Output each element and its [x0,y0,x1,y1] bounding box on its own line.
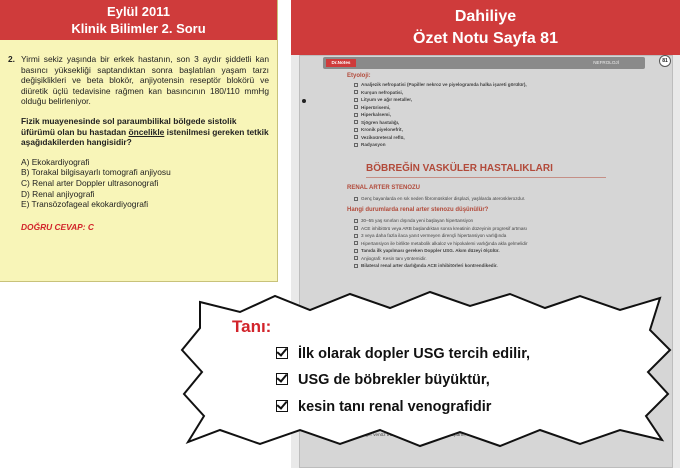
etiology-item: Hiperkalsemi, [354,111,527,119]
callout-line-3: kesin tanı renal venografidir [276,399,491,415]
question-number: 2. [8,54,15,64]
etiology-item: Analjezik nefropatisi (Papiller nekroz ve piyelogramda halka işareti görülür), [354,81,527,89]
scan-page-number: 81 [659,55,671,67]
callout-line-1: İlk olarak dopler USG tercih edilir, [276,346,530,362]
option-b: B) Torakal bilgisayarlı tomografi anjiyosu [21,167,171,178]
etiology-item: Sjögren hastalığı, [354,119,527,127]
scan-logo: Dr.Notes [326,59,356,67]
prompt-text-before: Fizik muayenesinde sol paraumbilikal bölgede sistolik üfürümü olan bu hastadan [21,115,237,137]
checkbox-icon [276,400,288,412]
callout-title: Tanı: [232,317,272,336]
question-card [0,0,278,282]
criteria-item: Anjiografi: Kesin tanı yöntemidir. [354,255,654,263]
exam-section: Klinik Bilimler 2. Soru [71,21,206,36]
etiology-item: Kurşun nefropatisi, [354,89,527,97]
section-title: BÖBREĞİN VASKÜLER HASTALIKLARI [366,163,553,174]
diagnosis-callout [180,290,675,448]
option-e: E) Transözofageal ekokardiyografi [21,199,149,210]
question-stem: Yirmi sekiz yaşında bir erkek hastanın, son 3 aydır şiddetli kan basıncı yüksekliği saptandıktan sonra başlatılan yaşam tarzı değişiklikleri ve beta blokör, anjiyotensin reseptör blokörü ve diüretik üçlü tedavisine rağmen kan basıncının 180/110 mmHg olduğu belirleniyor. [21,54,269,107]
option-d: D) Renal anjiyografi [21,188,95,199]
correct-answer: DOĞRU CEVAP: C [21,221,94,232]
option-a: A) Ekokardiyografi [21,156,90,167]
etiology-item: Lityum ve ağır metaller, [354,96,527,104]
answer-options [21,157,269,210]
criteria-item: ACE inhibitörü veya ARB başlandıktan sonra kreatinin düzeyinin progresif artması [354,225,654,233]
callout-shape [180,290,675,448]
callout-line-2: USG de böbrekler büyüktür, [276,372,490,388]
subsection-title: RENAL ARTER STENOZU [347,185,421,191]
criteria-item: Tanıda ilk yapılması gereken Doppler USG. Akım düzeyi ölçülür. [354,247,654,255]
prompt-underlined-word: öncelikle [128,126,165,137]
question-card-header [0,0,277,40]
etiology-item: Radyasyon [354,141,527,149]
criteria-item: Bilateral renal arter darlığında ACE inhibitörleri kontrendikedir. [354,262,654,270]
notes-subject: Dahiliye [454,8,517,25]
question-prompt [21,116,269,148]
scan-header-bar [323,57,645,69]
etiology-list [354,81,527,149]
checkbox-icon [276,347,288,359]
option-c: C) Renal arter Doppler ultrasonografi [21,177,159,188]
etiology-heading: Etyoloji: [347,73,371,79]
criteria-item: 3 veya daha fazla ilaca yanıt vermeyen dirençli hipertansiyon varlığında [354,232,654,240]
notes-panel-header [291,0,680,55]
notes-page-title: Özet Notu Sayfa 81 [413,30,558,47]
etiology-item: Hiperürisemi, [354,104,527,112]
prompt-text-after: istenilmesi gereken tetkik aşağıdakilerden hangisidir? [21,126,269,148]
bullet-dot [302,99,306,103]
exam-date: Eylül 2011 [107,4,170,19]
checkbox-icon [276,373,288,385]
subsection-line: Genç bayanlarda en sık neden fibromüsküler displazi, yaşlılarda aterosklerozdur. [354,195,525,203]
etiology-item: Vezikoüreteral reflü, [354,134,527,142]
criteria-item: 30–55 yaş sınırları dışında yeni başlayan hipertansiyon [354,217,654,225]
etiology-item: Kronik piyelonefrit, [354,126,527,134]
criteria-list [354,217,654,270]
scan-section-tag: NEFROLOJİ [593,60,619,65]
question-heading: Hangi durumlarda renal arter stenozu düşünülür? [347,207,489,213]
criteria-item: Hipertansiyon ile birlikte metabolik alkaloz ve hipokalemi varlığında akla gelmelidir [354,240,654,248]
section-rule [366,177,606,178]
question-body [0,40,277,232]
